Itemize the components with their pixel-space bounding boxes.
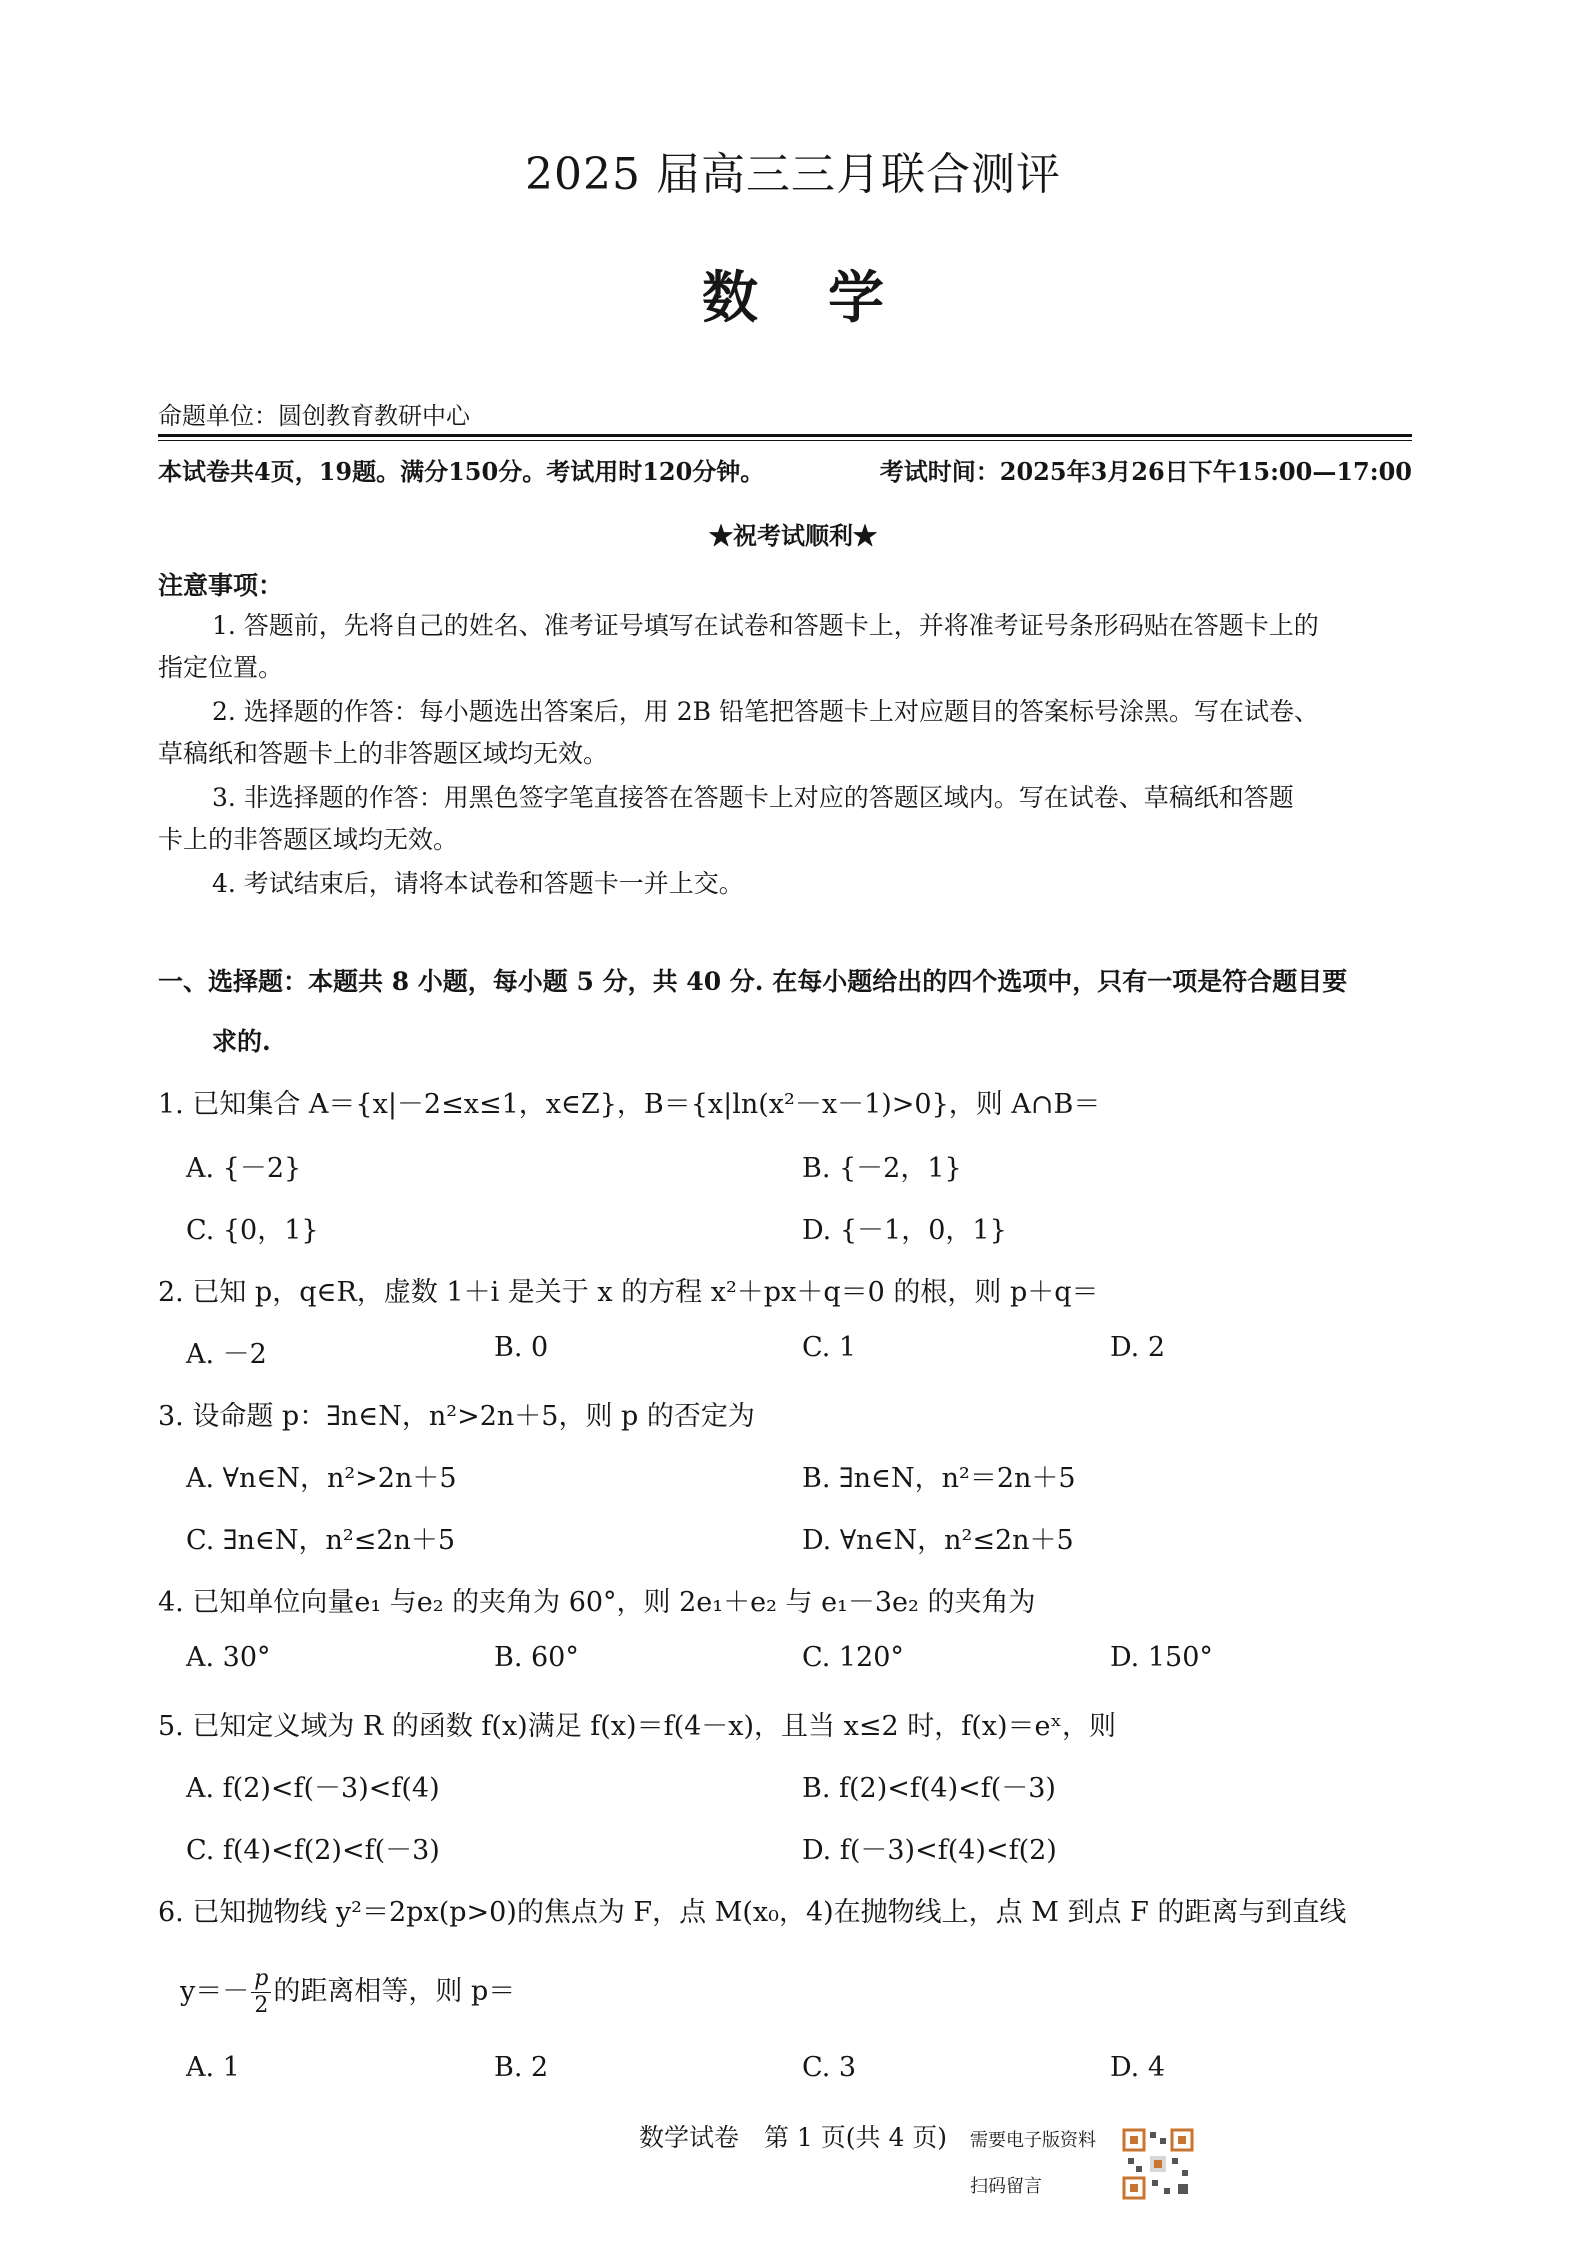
question-stem: 4. 已知单位向量e₁ 与e₂ 的夹角为 60°，则 2e₁＋e₂ 与 e₁－3e₂ 的夹角为	[158, 1587, 1036, 1618]
option-b: B. ∃n∈N，n²＝2n＋5	[802, 1463, 1076, 1494]
equation-suffix: 的距离相等，则 p＝	[273, 1976, 516, 2007]
option-d: D. {－1，0，1}	[802, 1215, 1007, 1246]
option-b: B. f(2)<f(4)<f(－3)	[802, 1773, 1056, 1804]
option-a: A. 30°	[186, 1642, 271, 1673]
good-luck-banner: ★祝考试顺利★	[709, 521, 877, 550]
fraction-numerator: p	[251, 1966, 271, 1993]
qr-caption: 需要电子版资料	[970, 2130, 1096, 2151]
option-c: C. {0，1}	[186, 1215, 319, 1246]
fraction	[251, 1966, 271, 2019]
question-stem: 5. 已知定义域为 R 的函数 f(x)满足 f(x)＝f(4－x)，且当 x≤2 时，f(x)＝eˣ，则	[158, 1711, 1116, 1742]
page-footer: 数学试卷 第 1 页(共 4 页)	[638, 2123, 948, 2152]
option-c: C. ∃n∈N，n²≤2n＋5	[186, 1525, 456, 1556]
question-stem: 2. 已知 p，q∈R，虚数 1＋i 是关于 x 的方程 x²＋px＋q＝0 的根，则 p＋q＝	[158, 1277, 1099, 1308]
option-d: D. 4	[1110, 2052, 1166, 2083]
option-d: D. 150°	[1110, 1642, 1213, 1673]
note-item: 4. 考试结束后，请将本试卷和答题卡一并上交。	[212, 869, 744, 898]
fraction-denominator: 2	[254, 1993, 269, 2018]
option-a: A. f(2)<f(－3)<f(4)	[186, 1773, 440, 1804]
option-a: A. －2	[186, 1339, 267, 1370]
notes-title: 注意事项：	[158, 571, 284, 600]
question-stem: 1. 已知集合 A＝{x|－2≤x≤1，x∈Z}，B＝{x|ln(x²－x－1)>0}，则 A∩B＝	[158, 1089, 1101, 1120]
option-c: C. 3	[802, 2052, 857, 2083]
divider-thick	[158, 434, 1412, 437]
option-b: B. 2	[494, 2052, 549, 2083]
note-item: 2. 选择题的作答：每小题选出答案后，用 2B 铅笔把答题卡上对应题目的答案标号涂黑。写在试卷、	[212, 697, 1319, 726]
note-item-cont: 指定位置。	[158, 653, 284, 682]
option-b: B. 60°	[494, 1642, 579, 1673]
question-stem: 3. 设命题 p：∃n∈N，n²>2n＋5，则 p 的否定为	[158, 1401, 755, 1432]
author-line: 命题单位：圆创教育教研中心	[158, 402, 470, 430]
option-b: B. {－2，1}	[802, 1153, 962, 1184]
note-item: 3. 非选择题的作答：用黑色签字笔直接答在答题卡上对应的答题区域内。写在试卷、草稿纸和答题	[212, 783, 1294, 812]
note-item: 1. 答题前，先将自己的姓名、准考证号填写在试卷和答题卡上，并将准考证号条形码贴在答题卡上的	[212, 611, 1319, 640]
option-c: C. 120°	[802, 1642, 904, 1673]
option-b: B. 0	[494, 1332, 549, 1363]
note-item-cont: 卡上的非答题区域均无效。	[158, 825, 459, 854]
exam-info: 本试卷共4页，19题。满分150分。考试用时120分钟。	[158, 457, 765, 486]
option-d: D. f(－3)<f(4)<f(2)	[802, 1835, 1057, 1866]
qr-caption-2: 扫码留言	[970, 2176, 1042, 2197]
option-d: D. ∀n∈N，n²≤2n＋5	[802, 1525, 1074, 1556]
question-stem-cont	[180, 1966, 515, 2019]
option-c: C. 1	[802, 1332, 857, 1363]
option-a: A. 1	[186, 2052, 240, 2083]
option-c: C. f(4)<f(2)<f(－3)	[186, 1835, 440, 1866]
exam-time: 考试时间：2025年3月26日下午15:00—17:00	[879, 457, 1412, 486]
option-d: D. 2	[1110, 1332, 1166, 1363]
option-a: A. ∀n∈N，n²>2n＋5	[186, 1463, 457, 1494]
option-a: A. {－2}	[186, 1153, 302, 1184]
divider-thin	[158, 440, 1412, 441]
question-stem: 6. 已知抛物线 y²＝2px(p>0)的焦点为 F，点 M(x₀，4)在抛物线上，点 M 到点 F 的距离与到直线	[158, 1897, 1347, 1928]
subject-title: 数学	[702, 265, 954, 331]
section-heading: 一、选择题：本题共 8 小题，每小题 5 分，共 40 分. 在每小题给出的四个选项中，只有一项是符合题目要	[158, 967, 1348, 996]
section-heading-cont: 求的.	[212, 1027, 271, 1056]
qr-code-icon	[1122, 2128, 1194, 2200]
note-item-cont: 草稿纸和答题卡上的非答题区域均无效。	[158, 739, 609, 768]
equation-prefix: y＝－	[180, 1976, 250, 2007]
exam-title: 2025 届高三三月联合测评	[525, 149, 1061, 200]
